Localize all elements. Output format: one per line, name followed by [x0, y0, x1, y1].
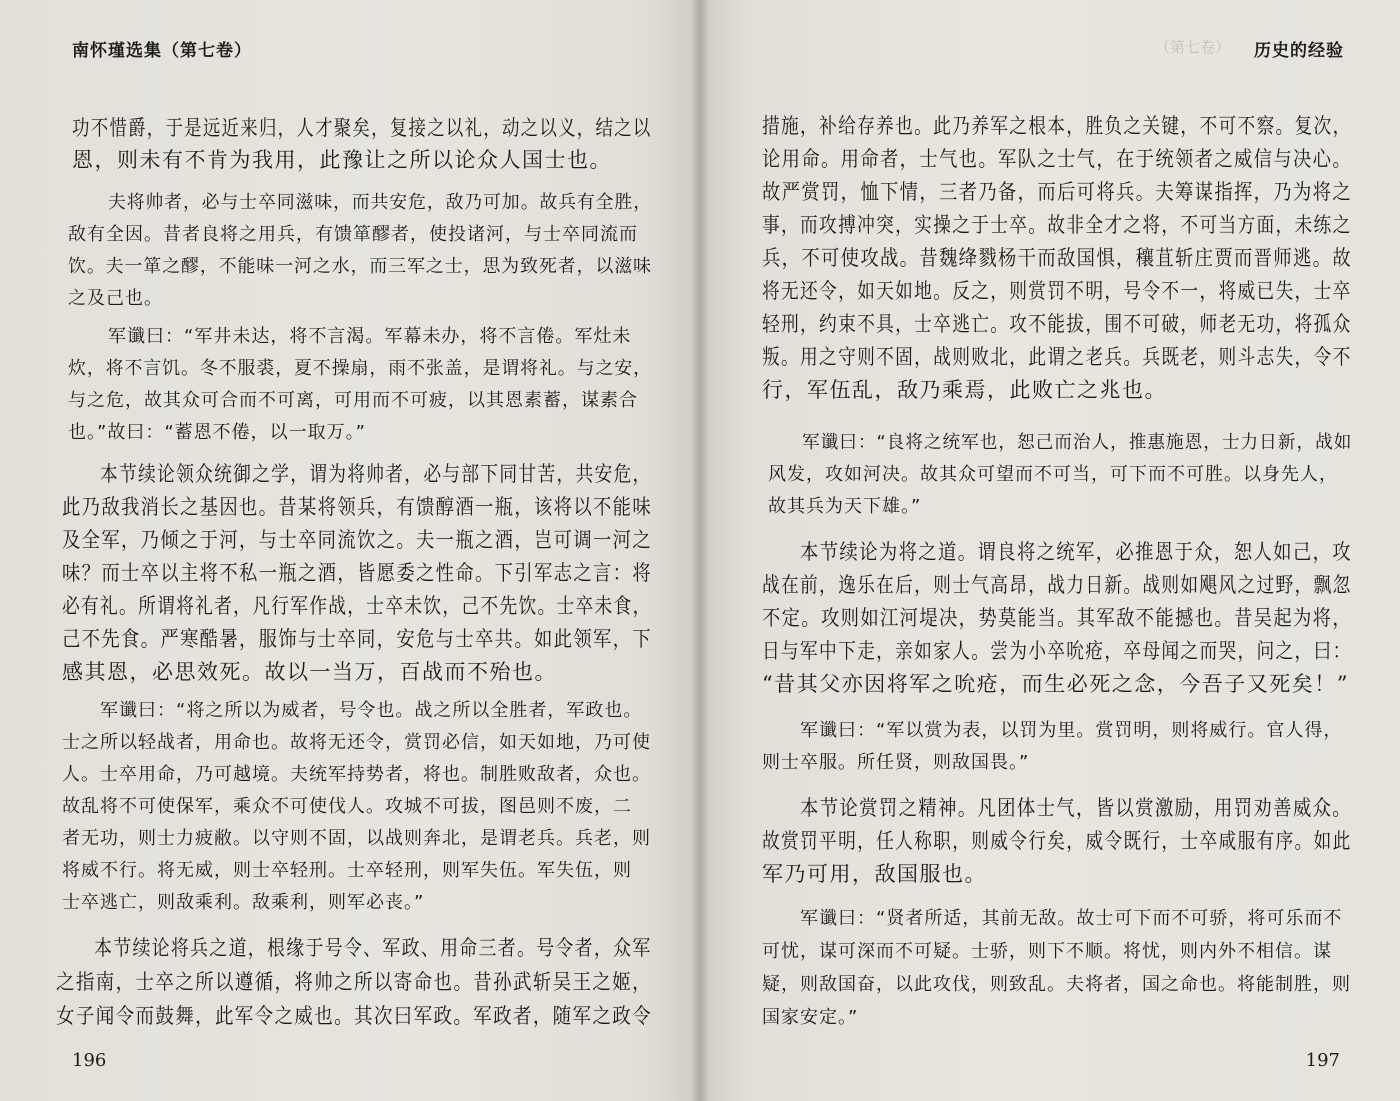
quote-line: 军谶曰：“良将之统军也，恕己而治人，推惠施恩，士力日新，战如	[802, 432, 1353, 453]
text-line: 故严赏罚，恤下情，三者乃备，而后可将兵。夫筹谋指挥，乃为将之	[762, 180, 1353, 204]
text-line: 轻刑，约束不具，士卒逃亡。攻不能拔，围不可破，师老无功，将孤众	[762, 312, 1352, 336]
text-line: 功不惜爵，于是远近来归，人才聚矣，复接之以礼，动之以义，结之以	[72, 116, 652, 140]
text-line: 论用命。用命者，士气也。军队之士气，在于统领者之威信与决心。	[762, 147, 1353, 171]
text-line: 本节续论将兵之道，根缘于号令、军政、用命三者。号令者，众军	[94, 936, 652, 960]
show-through-text: （第七卷）	[1154, 38, 1230, 56]
quote-line: 也。”故曰：“蓄恩不倦，以一取万。”	[68, 422, 366, 443]
text-line: 之指南，士卒之所以遵循，将帅之所以寄命也。昔孙武斩吴王之姬，	[56, 970, 653, 994]
text-line: 行，军伍乱，敌乃乘焉，此败亡之兆也。	[762, 378, 1167, 402]
text-line: 及全军，乃倾之于河，与士卒同流饮之。夫一瓶之酒，岂可调一河之	[62, 528, 653, 552]
text-line: 本节续论为将之道。谓良将之统军，必推恩于众，恕人如己，攻	[800, 540, 1353, 564]
text-line: 感其恩，必思效死。故以一当万，百战而不殆也。	[62, 660, 557, 684]
text-line: 兵，不可使攻战。昔魏绛戮杨干而敌国惧，穰苴斩庄贾而晋师逃。故	[762, 246, 1353, 270]
quote-line: 军谶曰：“将之所以为威者，号令也。战之所以全胜者，军政也。	[100, 700, 643, 721]
quote-line: 故其兵为天下雄。”	[768, 496, 922, 517]
text-line: 叛。用之守则不固，战则败北，此谓之老兵。兵既老，则斗志失，令不	[762, 345, 1352, 369]
quote-line: 则士卒服。所任贤，则敌国畏。”	[762, 752, 1030, 773]
page-number-left: 196	[72, 1050, 107, 1071]
quote-line: 敌有全因。昔者良将之用兵，有馈箪醪者，使投诸河，与士卒同流而	[68, 224, 638, 245]
quote-line: 军谶曰：“军以赏为表，以罚为里。赏罚明，则将威行。官人得，	[800, 720, 1343, 741]
text-line: 此乃敌我消长之基因也。昔某将领兵，有馈醇酒一瓶，该将以不能味	[62, 495, 653, 519]
text-line: 军乃可用，敌国服也。	[762, 862, 987, 886]
quote-line: 军谶曰：“军井未达，将不言渴。军幕未办，将不言倦。军灶未	[108, 326, 632, 347]
quote-line: 风发，攻如河决。故其众可望而不可当，可下而不可胜。以身先人，	[768, 464, 1338, 485]
text-line: 己不先食。严寒酷暑，服饰与士卒同，安危与士卒共。如此领军，下	[62, 627, 653, 651]
text-line: “昔其父亦因将军之吮疮，而生必死之念，今吾子又死矣！”	[762, 672, 1349, 696]
quote-line: 国家安定。”	[762, 1007, 859, 1028]
text-line: 事，而攻搏冲突，实操之于士卒。故非全才之将，不可当方面，未练之	[762, 213, 1352, 237]
quote-line: 将威不行。将无威，则士卒轻刑。士卒轻刑，则军失伍。军失伍，则	[62, 860, 632, 881]
page-number-right: 197	[1305, 1050, 1340, 1071]
quote-line: 饮。夫一箪之醪，不能味一河之水，而三军之士，思为致死者，以滋味	[68, 256, 652, 277]
quote-line: 疑，则敌国奋，以此攻伐，则致乱。夫将者，国之命也。将能制胜，则	[762, 974, 1351, 995]
text-line: 本节论赏罚之精神。凡团体士气，皆以赏激励，用罚劝善威众。	[800, 796, 1353, 820]
quote-line: 士卒逃亡，则敌乘利。敌乘利，则军必丧。”	[62, 892, 425, 913]
quote-line: 炊，将不言饥。冬不服裘，夏不操扇，雨不张盖，是谓将礼。与之安，	[68, 358, 652, 379]
quote-line: 士之所以轻战者，用命也。故将无还令，赏罚必信，如天如地，乃可使	[62, 732, 651, 753]
quote-line: 者无功，则士力疲敝。以守则不固，以战则奔北，是谓老兵。兵老，则	[62, 828, 651, 849]
text-line: 将无还令，如天如地。反之，则赏罚不明，号令不一，将威已失，士卒	[762, 279, 1352, 303]
running-head-left: 南怀瑾选集（第七卷）	[72, 41, 252, 61]
quote-line: 之及己也。	[68, 288, 163, 309]
text-line: 故赏罚平明，任人称职，则威令行矣，威令既行，士卒咸服有序。如此	[762, 829, 1352, 853]
quote-line: 夫将帅者，必与士卒同滋味，而共安危，敌乃可加。故兵有全胜，	[108, 192, 653, 213]
text-line: 战在前，逸乐在后，则士气高昂，战力日新。战则如飓风之过野，飘忽	[762, 573, 1352, 597]
running-head-right: 历史的经验	[1254, 41, 1344, 61]
quote-line: 可忧，谋可深而不可疑。士骄，则下不顺。将忧，则内外不相信。谋	[762, 941, 1332, 962]
text-line: 女子闻令而鼓舞，此军令之威也。其次曰军政。军政者，随军之政令	[56, 1004, 653, 1028]
text-line: 日与军中下走，亲如家人。尝为小卒吮疮，卒母闻之而哭，问之，曰：	[762, 639, 1352, 663]
text-line: 恩，则未有不肯为我用，此豫让之所以论众人国士也。	[72, 148, 612, 172]
text-line: 不定。攻则如江河堤决，势莫能当。其军敌不能撼也。昔吴起为将，	[762, 606, 1353, 630]
right-page	[700, 0, 1400, 1101]
text-line: 措施，补给存养也。此乃养军之根本，胜负之关键，不可不察。复次，	[762, 114, 1352, 138]
quote-line: 人。士卒用命，乃可越境。夫统军持势者，将也。制胜败敌者，众也。	[62, 764, 651, 785]
book-gutter	[690, 0, 710, 1101]
quote-line: 与之危，故其众可合而不可离，可用而不可疲，以其恩素蓄，谋素合	[68, 390, 638, 411]
quote-line: 故乱将不可使保军，乘众不可使伐人。攻城不可拔，图邑则不废，二	[62, 796, 632, 817]
quote-line: 军谶曰：“贤者所适，其前无敌。故士可下而不可骄，将可乐而不	[800, 908, 1343, 929]
text-line: 必有礼。所谓将礼者，凡行军作战，士卒未饮，己不先饮。士卒未食，	[62, 594, 652, 618]
text-line: 本节续论领众统御之学，谓为将帅者，必与部下同甘苦，共安危，	[100, 462, 652, 486]
text-line: 味？而士卒以主将不私一瓶之酒，皆愿委之性命。下引军志之言：将	[62, 561, 653, 585]
